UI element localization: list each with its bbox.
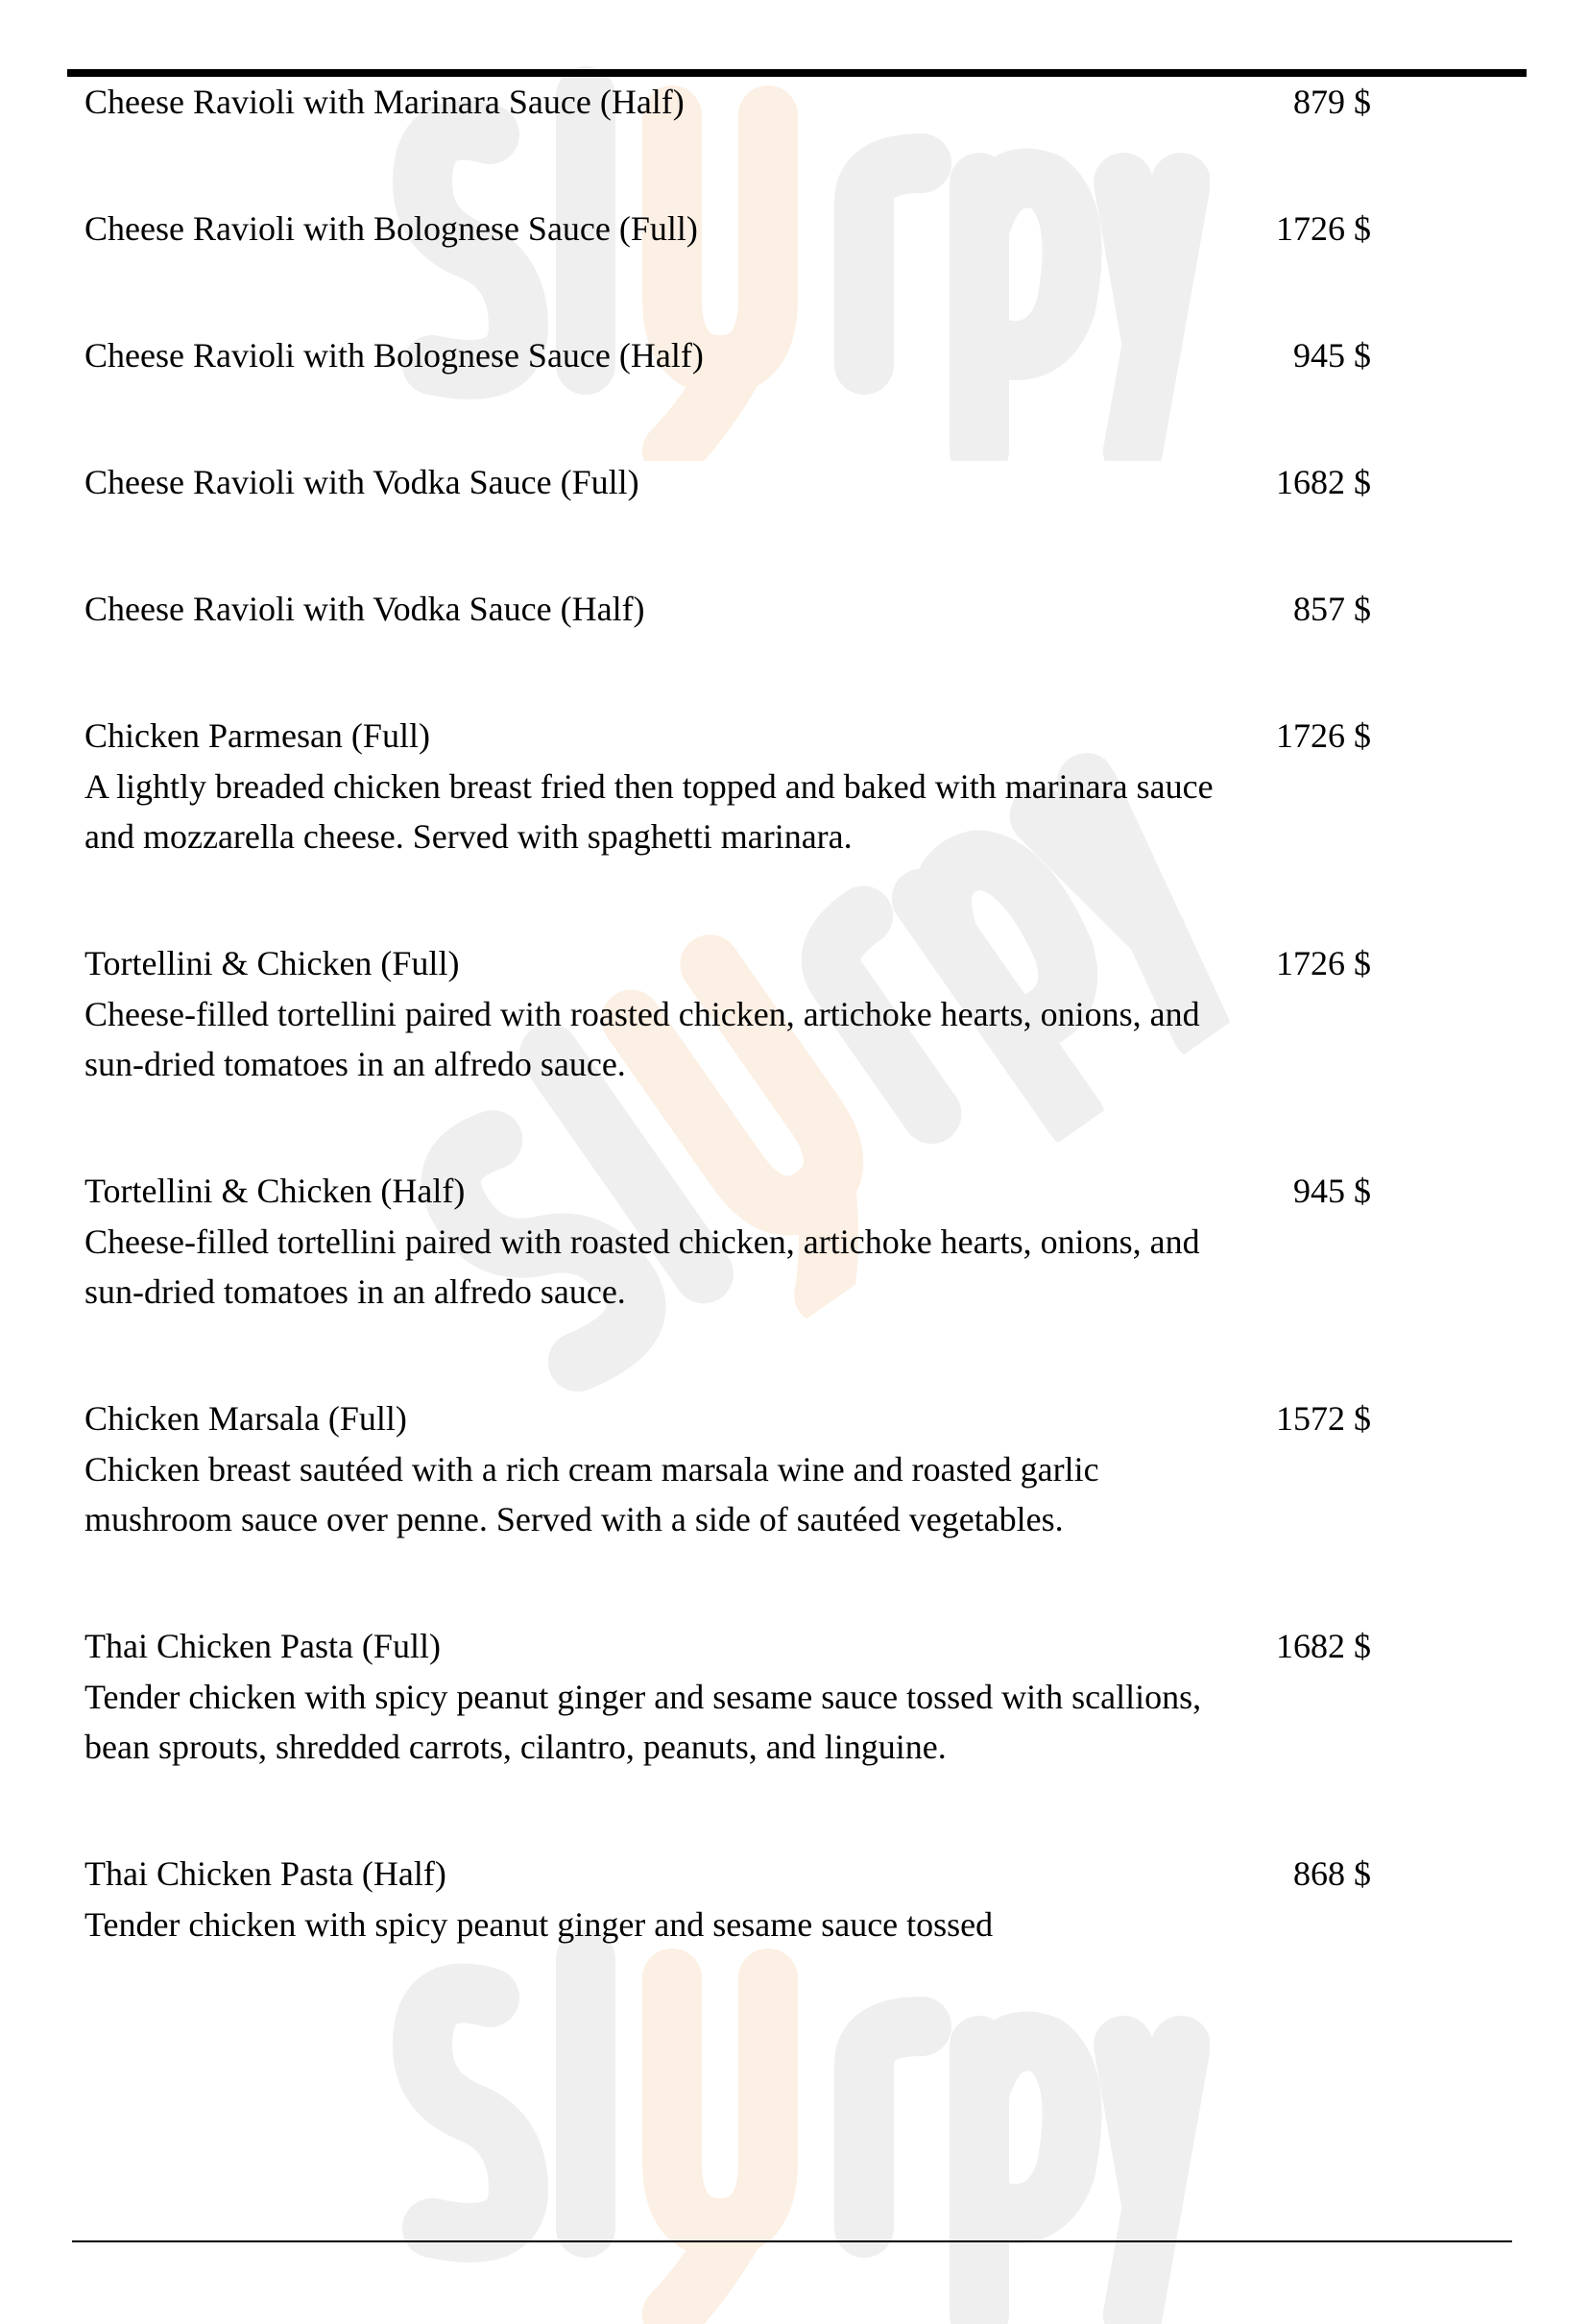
menu-item	[84, 1393, 1371, 1545]
item-title: Cheese Ravioli with Bolognese Sauce (Full)	[84, 209, 698, 248]
item-price: 945 $	[1293, 1172, 1371, 1210]
menu-item	[84, 1849, 1371, 1949]
item-title: Tortellini & Chicken (Full)	[84, 944, 460, 982]
menu-item	[84, 457, 1371, 508]
item-description: Cheese-filled tortellini paired with roasted chicken, artichoke hearts, onions, and sun-dried tomatoes in an alfredo sauce.	[84, 1222, 1200, 1311]
item-title: Tortellini & Chicken (Half)	[84, 1172, 466, 1210]
item-title: Chicken Parmesan (Full)	[84, 716, 430, 755]
menu-item	[84, 711, 1371, 862]
item-title: Cheese Ravioli with Bolognese Sauce (Half)	[84, 336, 704, 375]
item-title: Chicken Marsala (Full)	[84, 1399, 407, 1438]
item-price: 1682 $	[1276, 1627, 1371, 1665]
menu-item	[84, 584, 1371, 635]
menu-list	[84, 77, 1371, 2026]
item-price: 1726 $	[1276, 209, 1371, 248]
item-description: Cheese-filled tortellini paired with roasted chicken, artichoke hearts, onions, and sun-dried tomatoes in an alfredo sauce.	[84, 994, 1200, 1083]
menu-item	[84, 330, 1371, 381]
item-price: 868 $	[1293, 1854, 1371, 1893]
item-price: 945 $	[1293, 336, 1371, 375]
item-title: Thai Chicken Pasta (Full)	[84, 1627, 441, 1665]
item-price: 857 $	[1293, 590, 1371, 628]
item-title: Cheese Ravioli with Marinara Sauce (Half)	[84, 83, 685, 121]
item-price: 1572 $	[1276, 1399, 1371, 1438]
item-title: Cheese Ravioli with Vodka Sauce (Full)	[84, 463, 639, 501]
item-price: 1726 $	[1276, 944, 1371, 982]
item-description: A lightly breaded chicken breast fried then topped and baked with marinara sauce and mozzarella cheese. Served with spaghetti marinara.	[84, 766, 1214, 856]
item-price: 1726 $	[1276, 716, 1371, 755]
menu-item	[84, 938, 1371, 1090]
item-title: Thai Chicken Pasta (Half)	[84, 1854, 446, 1893]
item-price: 879 $	[1293, 83, 1371, 121]
menu-item	[84, 1166, 1371, 1318]
menu-item	[84, 1621, 1371, 1773]
menu-item	[84, 204, 1371, 254]
item-title: Cheese Ravioli with Vodka Sauce (Half)	[84, 590, 645, 628]
top-divider	[67, 69, 1527, 77]
menu-item	[84, 77, 1371, 128]
bottom-divider	[72, 2240, 1512, 2242]
item-description: Tender chicken with spicy peanut ginger and sesame sauce tossed	[84, 1904, 994, 1944]
item-description: Chicken breast sautéed with a rich cream marsala wine and roasted garlic mushroom sauce over penne. Served with a side of sautéed vegetables.	[84, 1449, 1099, 1538]
item-description: Tender chicken with spicy peanut ginger and sesame sauce tossed with scallions, bean sprouts, shredded carrots, cilantro, peanuts, and linguine.	[84, 1677, 1202, 1766]
item-price: 1682 $	[1276, 463, 1371, 501]
